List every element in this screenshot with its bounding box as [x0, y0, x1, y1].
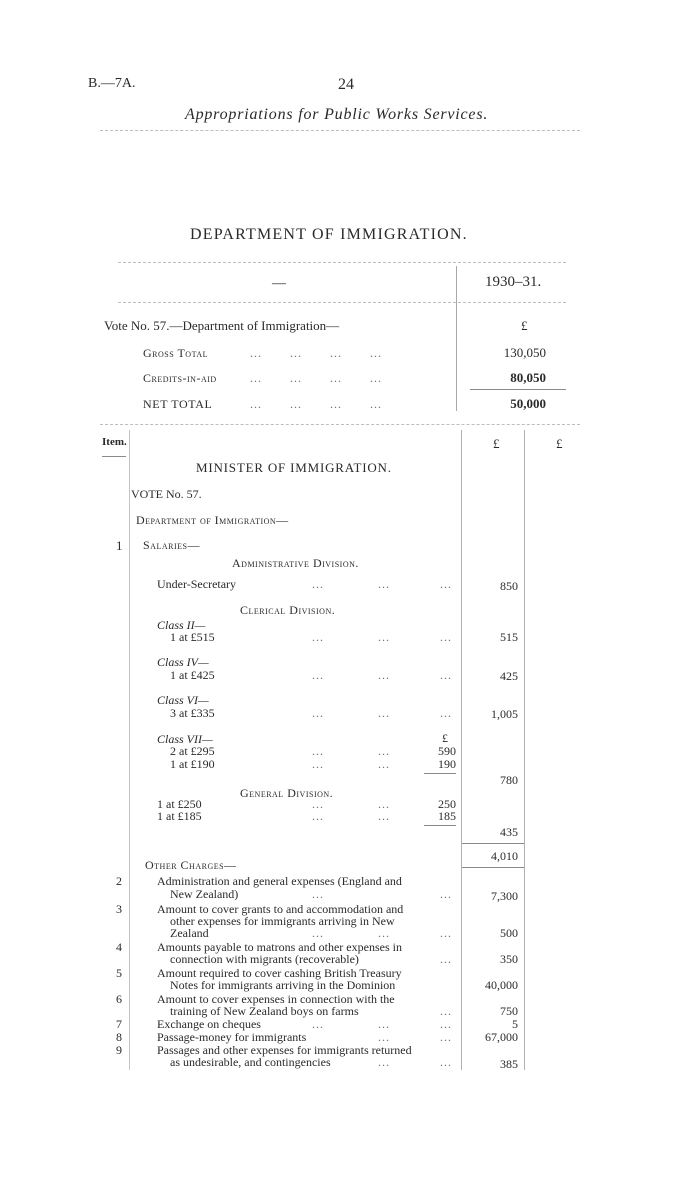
general-line-2-value: 185: [438, 809, 456, 823]
class-2-label: Class II—: [157, 618, 206, 632]
class-6-dots-3: ...: [440, 706, 452, 720]
item-3-dots-3: ...: [440, 926, 452, 940]
net-total-dots: ... ... ... ...: [250, 397, 382, 411]
class-4-dots-3: ...: [440, 668, 452, 682]
item-number-5: 5: [116, 966, 122, 980]
item-6-dots: ...: [440, 1004, 452, 1018]
department-title: DEPARTMENT OF IMMIGRATION.: [190, 226, 468, 243]
class-2-value: 515: [500, 630, 518, 644]
class-6-dots-1: ...: [312, 706, 324, 720]
item-7-value: 5: [512, 1017, 518, 1031]
item-number-2: 2: [116, 874, 122, 888]
item-6-line-2: training of New Zealand boys on farms: [170, 1004, 359, 1018]
under-secretary-value: 850: [500, 579, 518, 593]
item-7-line-1: Exchange on cheques: [157, 1017, 261, 1031]
summary-header-rule: [118, 302, 566, 303]
class-6-value: 1,005: [491, 707, 518, 721]
item-8-dots-1: ...: [378, 1030, 390, 1044]
amount-column-rule-1: [461, 430, 462, 1070]
class-7-currency: £: [442, 731, 448, 745]
general-line-1-value: 250: [438, 797, 456, 811]
item-3-line-2: other expenses for immigrants arriving in New: [170, 914, 395, 928]
under-secretary-dots-3: ...: [440, 577, 452, 591]
summary-top-rule: [118, 262, 566, 263]
item-2-dots-2: ...: [440, 887, 452, 901]
gross-total-label: Gross Total: [143, 346, 208, 360]
class-2-dots-3: ...: [440, 630, 452, 644]
summary-currency: £: [521, 318, 528, 333]
class-7-total: 780: [500, 773, 518, 787]
credits-rule: [470, 389, 566, 390]
class-7-line-2-value: 190: [438, 757, 456, 771]
salaries-total-rule-bottom: [462, 867, 524, 868]
class-7-line-1-value: 590: [438, 744, 456, 758]
page-number: 24: [338, 76, 354, 93]
vote-heading: VOTE No. 57.: [131, 487, 202, 501]
summary-dash-header: —: [272, 276, 286, 291]
item-3-dots-1: ...: [312, 926, 324, 940]
class-7-line-1-dots-2: ...: [378, 744, 390, 758]
summary-column-divider: [456, 266, 457, 411]
year-header: 1930–31.: [485, 274, 542, 290]
class-7-label: Class VII—: [157, 732, 213, 746]
under-secretary-dots-2: ...: [378, 577, 390, 591]
class-2-line: 1 at £515: [170, 630, 215, 644]
vote-line: Vote No. 57.—Department of Immigration—: [104, 318, 340, 333]
summary-bottom-rule: [100, 424, 580, 425]
general-line-2: 1 at £185: [157, 809, 202, 823]
page-reference: B.—7A.: [88, 76, 136, 91]
item-9-value: 385: [500, 1057, 518, 1071]
other-charges-heading: Other Charges—: [145, 858, 237, 872]
class-2-dots-1: ...: [312, 630, 324, 644]
currency-column-2: £: [556, 436, 563, 451]
running-title: Appropriations for Public Works Services.: [185, 106, 489, 123]
credits-in-aid-value: 80,050: [510, 370, 546, 385]
general-line-2-dots-1: ...: [312, 809, 324, 823]
salaries-total: 4,010: [491, 849, 518, 863]
class-4-line: 1 at £425: [170, 668, 215, 682]
salaries-heading: Salaries—: [143, 538, 200, 552]
minister-heading: MINISTER OF IMMIGRATION.: [196, 460, 392, 475]
item-number-8: 8: [116, 1030, 122, 1044]
class-4-value: 425: [500, 669, 518, 683]
salaries-total-rule: [462, 843, 524, 844]
class-6-label: Class VI—: [157, 693, 209, 707]
administrative-division-heading: Administrative Division.: [232, 556, 359, 570]
item-6-line-1: Amount to cover expenses in connection with the: [157, 992, 395, 1006]
general-subtotal-rule: [424, 825, 456, 826]
net-total-label: NET TOTAL: [143, 397, 213, 411]
currency-column-1: £: [493, 436, 500, 451]
item-2-dots-1: ...: [312, 887, 324, 901]
item-8-value: 67,000: [485, 1030, 518, 1044]
item-6-value: 750: [500, 1004, 518, 1018]
item-3-value: 500: [500, 926, 518, 940]
item-4-value: 350: [500, 952, 518, 966]
general-total: 435: [500, 825, 518, 839]
item-2-line-2: New Zealand): [170, 887, 239, 901]
class-4-label: Class IV—: [157, 655, 209, 669]
class-7-line-2-dots-2: ...: [378, 757, 390, 771]
under-secretary-label: Under-Secretary: [157, 577, 237, 591]
class-7-line-1: 2 at £295: [170, 744, 215, 758]
item-4-dots: ...: [440, 952, 452, 966]
item-2-value: 7,300: [491, 889, 518, 903]
item-5-value: 40,000: [485, 978, 518, 992]
gross-total-dots: ... ... ... ...: [250, 346, 382, 360]
class-7-line-2-dots-1: ...: [312, 757, 324, 771]
header-rule: [100, 130, 580, 131]
item-9-line-1: Passages and other expenses for immigrants returned: [157, 1043, 412, 1057]
item-column-header: Item.: [102, 436, 127, 448]
credits-in-aid-label: Credits-in-aid: [143, 371, 217, 385]
amount-column-rule-2: [524, 430, 525, 1070]
class-4-dots-2: ...: [378, 668, 390, 682]
gross-total-value: 130,050: [503, 345, 546, 360]
item-3-line-1: Amount to cover grants to and accommodation and: [157, 902, 404, 916]
item-number-1: 1: [116, 538, 123, 553]
item-column-rule: [129, 430, 130, 1070]
item-7-dots-3: ...: [440, 1017, 452, 1031]
department-heading: Department of Immigration—: [136, 513, 289, 527]
item-header-rule: [102, 456, 126, 457]
general-line-2-dots-2: ...: [378, 809, 390, 823]
item-7-dots-2: ...: [378, 1017, 390, 1031]
general-line-1-dots-2: ...: [378, 797, 390, 811]
general-line-1-dots-1: ...: [312, 797, 324, 811]
item-5-line-2: Notes for immigrants arriving in the Dominion: [170, 978, 396, 992]
under-secretary-dots-1: ...: [312, 577, 324, 591]
net-total-value: 50,000: [510, 396, 546, 411]
general-line-1: 1 at £250: [157, 797, 202, 811]
class-2-dots-2: ...: [378, 630, 390, 644]
item-number-9: 9: [116, 1043, 122, 1057]
item-5-line-1: Amount required to cover cashing British Treasury: [157, 966, 402, 980]
item-number-3: 3: [116, 902, 122, 916]
general-division-heading: General Division.: [240, 786, 334, 800]
credits-in-aid-dots: ... ... ... ...: [250, 371, 382, 385]
item-9-dots-1: ...: [378, 1055, 390, 1069]
item-9-line-2: as undesirable, and contingencies: [170, 1055, 331, 1069]
class-7-line-1-dots-1: ...: [312, 744, 324, 758]
item-9-dots-2: ...: [440, 1055, 452, 1069]
clerical-division-heading: Clerical Division.: [240, 603, 336, 617]
class-7-subtotal-rule: [424, 773, 456, 774]
item-7-dots-1: ...: [312, 1017, 324, 1031]
item-number-7: 7: [116, 1017, 122, 1031]
class-6-dots-2: ...: [378, 706, 390, 720]
class-7-line-2: 1 at £190: [170, 757, 215, 771]
item-3-dots-2: ...: [378, 926, 390, 940]
item-3-line-3: Zealand: [170, 926, 209, 940]
item-number-6: 6: [116, 992, 122, 1006]
item-8-dots-2: ...: [440, 1030, 452, 1044]
item-2-line-1: Administration and general expenses (England and: [157, 874, 402, 888]
item-4-line-2: connection with migrants (recoverable): [170, 952, 359, 966]
item-4-line-1: Amounts payable to matrons and other expenses in: [157, 940, 402, 954]
item-8-line-1: Passage-money for immigrants: [157, 1030, 307, 1044]
item-number-4: 4: [116, 940, 122, 954]
class-4-dots-1: ...: [312, 668, 324, 682]
class-6-line: 3 at £335: [170, 706, 215, 720]
